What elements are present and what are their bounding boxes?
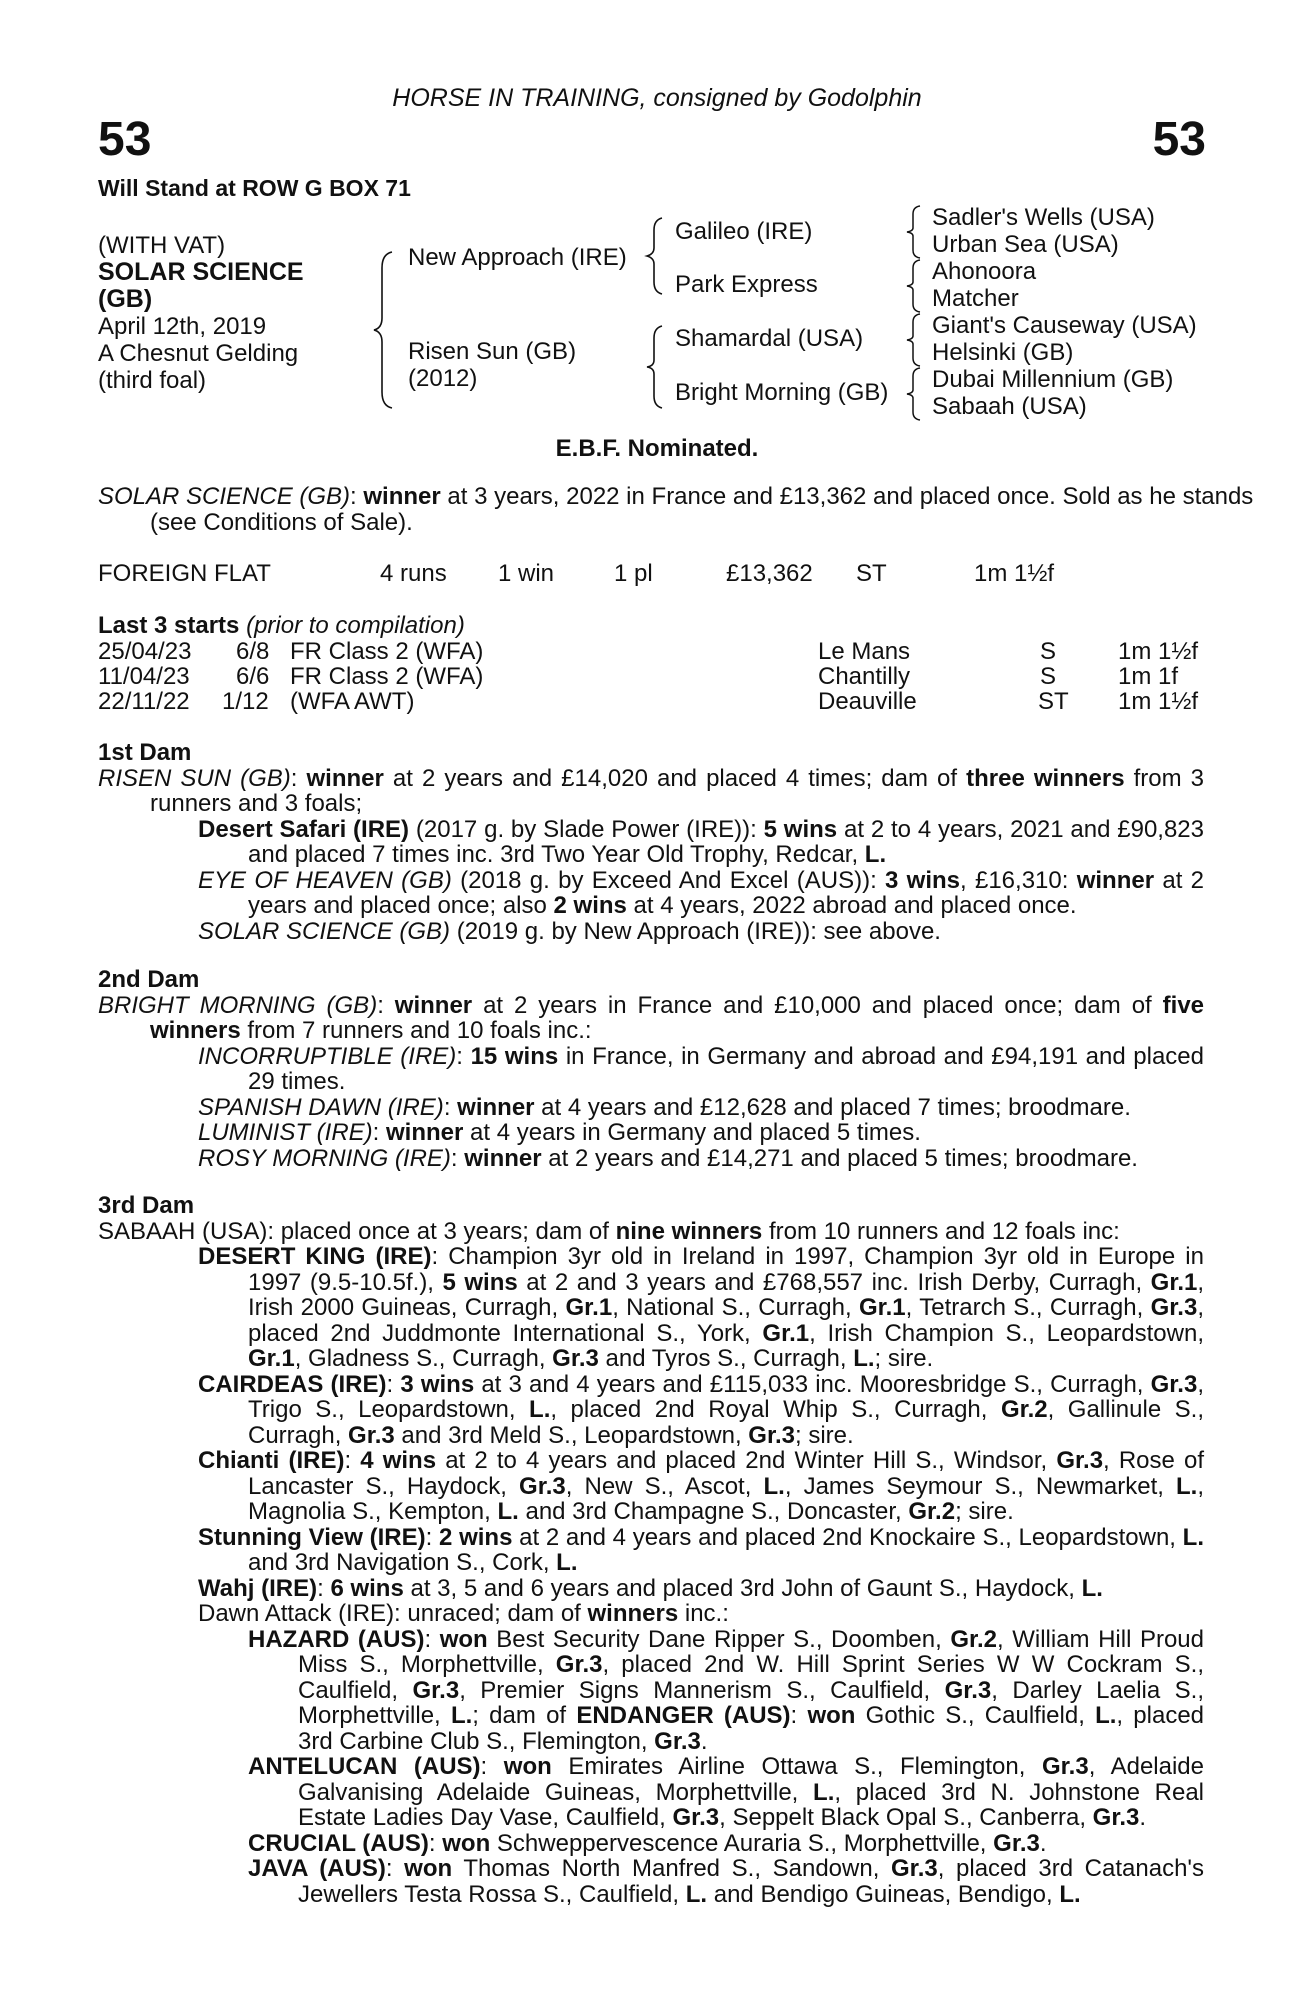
stable-box: Will Stand at ROW G BOX 71 bbox=[98, 175, 411, 201]
third-dam-produce-3: Chianti (IRE): 4 wins at 2 to 4 years and placed 2nd Winter Hill S., Windsor, Gr.3, Rose of Lancaster S., Haydock, Gr.3, New S., Ascot, L., James Seymour S., Newmarket, L., Magnolia S., Kempton, L. and 3rd Champagne S., Doncaster, Gr.2; sire. bbox=[198, 1447, 1205, 1525]
horse-name: SOLAR SCIENCE (GB) bbox=[98, 258, 304, 313]
foal-note: (third foal) bbox=[98, 367, 207, 394]
third-dam-heading: 3rd Dam bbox=[98, 1192, 195, 1219]
start-course-2: Chantilly bbox=[818, 663, 911, 690]
third-dam-text: SABAAH (USA): placed once at 3 years; dam of nine winners from 10 runners and 12 foals inc: bbox=[98, 1217, 1120, 1245]
start-race-1: FR Class 2 (WFA) bbox=[290, 638, 484, 665]
pedigree-bracket-dam bbox=[644, 324, 668, 410]
pedigree-bracket-g3 bbox=[904, 312, 924, 368]
record-runs: 4 runs bbox=[380, 560, 447, 587]
second-dam-produce-1: INCORRUPTIBLE (IRE): 15 wins in France, in Germany and abroad and £94,191 and placed 29 times. bbox=[198, 1042, 1205, 1095]
lot-number-right: 53 bbox=[1152, 113, 1206, 166]
second-dam-produce-4: ROSY MORNING (IRE): winner at 2 years and £14,271 and placed 5 times; broodmare. bbox=[198, 1144, 1138, 1172]
third-dam-produce-4: Stunning View (IRE): 2 wins at 2 and 4 years and placed 2nd Knockaire S., Leopardstown, L. and 3rd Navigation S., Cork, L. bbox=[198, 1523, 1204, 1576]
pedigree-bracket-g2 bbox=[904, 258, 924, 314]
pedigree-ggp-7: Dubai Millennium (GB) bbox=[932, 366, 1174, 393]
start-pos-2: 6/6 bbox=[236, 663, 270, 690]
pedigree-ggp-8: Sabaah (USA) bbox=[932, 393, 1087, 420]
pedigree-sire-dam: Park Express bbox=[675, 271, 818, 298]
start-going-3: ST bbox=[1038, 688, 1069, 715]
start-date-2: 11/04/23 bbox=[98, 663, 190, 690]
start-dist-3: 1m 1½f bbox=[1118, 688, 1199, 715]
third-dam-produce-1: DESERT KING (IRE): Champion 3yr old in Ireland in 1997, Champion 3yr old in Europe in 1997 (9.5-10.5f.), 5 wins at 2 and 3 years and £768,557 inc. Irish Derby, Curragh, Gr.1, Irish 2000 Guineas, Curragh, Gr.1, National S., Curragh, Gr.1, Tetrarch S., Curragh, Gr.3, placed 2nd Juddmonte International S., York, Gr.1, Irish Champion S., Leopardstown, Gr.1, Gladness S., Curragh, Gr.3 and Tyros S., Curragh, L.; sire. bbox=[198, 1243, 1205, 1372]
vat-note: (WITH VAT) bbox=[98, 232, 226, 259]
lot-number-left: 53 bbox=[98, 113, 152, 166]
third-dam-grandproduce-4: JAVA (AUS): won Thomas North Manfred S., Sandown, Gr.3, placed 3rd Catanach's Jewellers Testa Rossa S., Caulfield, L. and Bendigo Guineas, Bendigo, L. bbox=[248, 1855, 1205, 1908]
pedigree-dam-year: (2012) bbox=[408, 365, 478, 392]
start-pos-3: 1/12 bbox=[222, 688, 269, 715]
pedigree-bracket-sire bbox=[644, 216, 668, 296]
first-dam-section bbox=[98, 740, 1204, 944]
start-course-1: Le Mans bbox=[818, 638, 911, 665]
third-dam-produce-6: Dawn Attack (IRE): unraced; dam of winners inc.: bbox=[198, 1600, 729, 1627]
pedigree-ggp-3: Ahonoora bbox=[932, 258, 1037, 285]
second-dam-text: BRIGHT MORNING (GB): winner at 2 years in France and £10,000 and placed once; dam of five winners from 7 runners and 10 foals inc.: bbox=[98, 991, 1205, 1044]
start-race-3: (WFA AWT) bbox=[290, 688, 415, 715]
third-dam-grandproduce-1: HAZARD (AUS): won Best Security Dane Ripper S., Doomben, Gr.2, William Hill Proud Miss S., Morphettville, Gr.3, placed 2nd W. Hill Sprint Series W W Cockram S., Caulfield, Gr.3, Premier Signs Mannerism S., Caulfield, Gr.3, Darley Laelia S., Morphettville, L.; dam of ENDANGER (AUS): won Gothic S., Caulfield, L., placed 3rd Carbine Club S., Flemington, Gr.3. bbox=[248, 1625, 1205, 1755]
pedigree-bracket-g1 bbox=[904, 204, 924, 260]
record-earnings: £13,362 bbox=[726, 560, 813, 587]
pedigree-ggp-4: Matcher bbox=[932, 285, 1019, 312]
start-date-3: 22/11/22 bbox=[98, 688, 190, 715]
second-dam-produce-3: LUMINIST (IRE): winner at 4 years in Germany and placed 5 times. bbox=[198, 1119, 921, 1146]
third-dam-grandproduce-3: CRUCIAL (AUS): won Schweppervescence Auraria S., Morphettville, Gr.3. bbox=[248, 1829, 1047, 1857]
pedigree-ggp-2: Urban Sea (USA) bbox=[932, 231, 1119, 258]
pedigree-bracket-main bbox=[370, 250, 400, 410]
third-dam-produce-5: Wahj (IRE): 6 wins at 3, 5 and 6 years and placed 3rd John of Gaunt S., Haydock, L. bbox=[198, 1574, 1103, 1602]
start-course-3: Deauville bbox=[818, 688, 917, 715]
start-dist-1: 1m 1½f bbox=[1118, 638, 1199, 665]
first-dam-heading: 1st Dam bbox=[98, 739, 192, 766]
first-dam-text: RISEN SUN (GB): winner at 2 years and £14,020 and placed 4 times; dam of three winners from 3 runners and 3 foals; bbox=[98, 764, 1205, 817]
horse-summary: SOLAR SCIENCE (GB): winner at 3 years, 2022 in France and £13,362 and placed once. Sold as he stands (see Conditions of Sale). bbox=[98, 483, 1254, 536]
second-dam-heading: 2nd Dam bbox=[98, 966, 200, 993]
third-dam-grandproduce-2: ANTELUCAN (AUS): won Emirates Airline Ottawa S., Flemington, Gr.3, Adelaide Galvanising Adelaide Guineas, Morphettville, L., placed 3rd N. Johnstone Real Estate Ladies Day Vase, Caulfield, Gr.3, Seppelt Black Opal S., Canberra, Gr.3. bbox=[248, 1753, 1205, 1831]
pedigree-ggp-5: Giant's Causeway (USA) bbox=[932, 312, 1197, 339]
last-starts-heading: Last 3 starts (prior to compilation) bbox=[98, 612, 465, 639]
second-dam-section bbox=[98, 967, 1204, 1171]
first-dam-produce-1: Desert Safari (IRE) (2017 g. by Slade Power (IRE)): 5 wins at 2 to 4 years, 2021 and £90,823 and placed 7 times inc. 3rd Two Year Old Trophy, Redcar, L. bbox=[198, 815, 1205, 868]
pedigree-bracket-g4 bbox=[904, 366, 924, 422]
start-pos-1: 6/8 bbox=[236, 638, 270, 665]
pedigree-ggp-6: Helsinki (GB) bbox=[932, 339, 1074, 366]
second-dam-produce-2: SPANISH DAWN (IRE): winner at 4 years and £12,628 and placed 7 times; broodmare. bbox=[198, 1093, 1131, 1121]
start-dist-2: 1m 1f bbox=[1118, 663, 1179, 690]
pedigree-sire-sire: Galileo (IRE) bbox=[675, 218, 813, 245]
record-places: 1 pl bbox=[614, 560, 653, 587]
record-wins: 1 win bbox=[498, 560, 555, 587]
consignment-line: HORSE IN TRAINING, consigned by Godolphin bbox=[392, 84, 922, 112]
horse-description: A Chesnut Gelding bbox=[98, 340, 299, 367]
start-going-2: S bbox=[1040, 663, 1057, 690]
pedigree-ggp-1: Sadler's Wells (USA) bbox=[932, 204, 1155, 231]
pedigree-sire: New Approach (IRE) bbox=[408, 244, 627, 271]
pedigree-dam-dam: Bright Morning (GB) bbox=[675, 379, 889, 406]
third-dam-section bbox=[98, 1193, 1204, 1907]
third-dam-produce-2: CAIRDEAS (IRE): 3 wins at 3 and 4 years and £115,033 inc. Mooresbridge S., Curragh, Gr.3, Trigo S., Leopardstown, L., placed 2nd Royal Whip S., Curragh, Gr.2, Gallinule S., Curragh, Gr.3 and 3rd Meld S., Leopardstown, Gr.3; sire. bbox=[198, 1370, 1205, 1449]
record-going: ST bbox=[856, 560, 887, 587]
foaling-date: April 12th, 2019 bbox=[98, 313, 267, 340]
record-label: FOREIGN FLAT bbox=[98, 560, 271, 587]
first-dam-produce-3: SOLAR SCIENCE (GB) (2019 g. by New Approach (IRE)): see above. bbox=[198, 917, 941, 945]
ebf-nominated: E.B.F. Nominated. bbox=[555, 435, 759, 462]
start-going-1: S bbox=[1040, 638, 1057, 665]
first-dam-produce-2: EYE OF HEAVEN (GB) (2018 g. by Exceed And Excel (AUS)): 3 wins, £16,310: winner at 2 years and placed once; also 2 wins at 4 years, 2022 abroad and placed once. bbox=[198, 866, 1204, 919]
start-date-1: 25/04/23 bbox=[98, 638, 192, 665]
record-distance: 1m 1½f bbox=[974, 560, 1055, 587]
pedigree-dam-sire: Shamardal (USA) bbox=[675, 325, 864, 352]
horse-info bbox=[98, 232, 338, 394]
start-race-2: FR Class 2 (WFA) bbox=[290, 663, 484, 690]
pedigree-dam: Risen Sun (GB) bbox=[408, 338, 577, 365]
